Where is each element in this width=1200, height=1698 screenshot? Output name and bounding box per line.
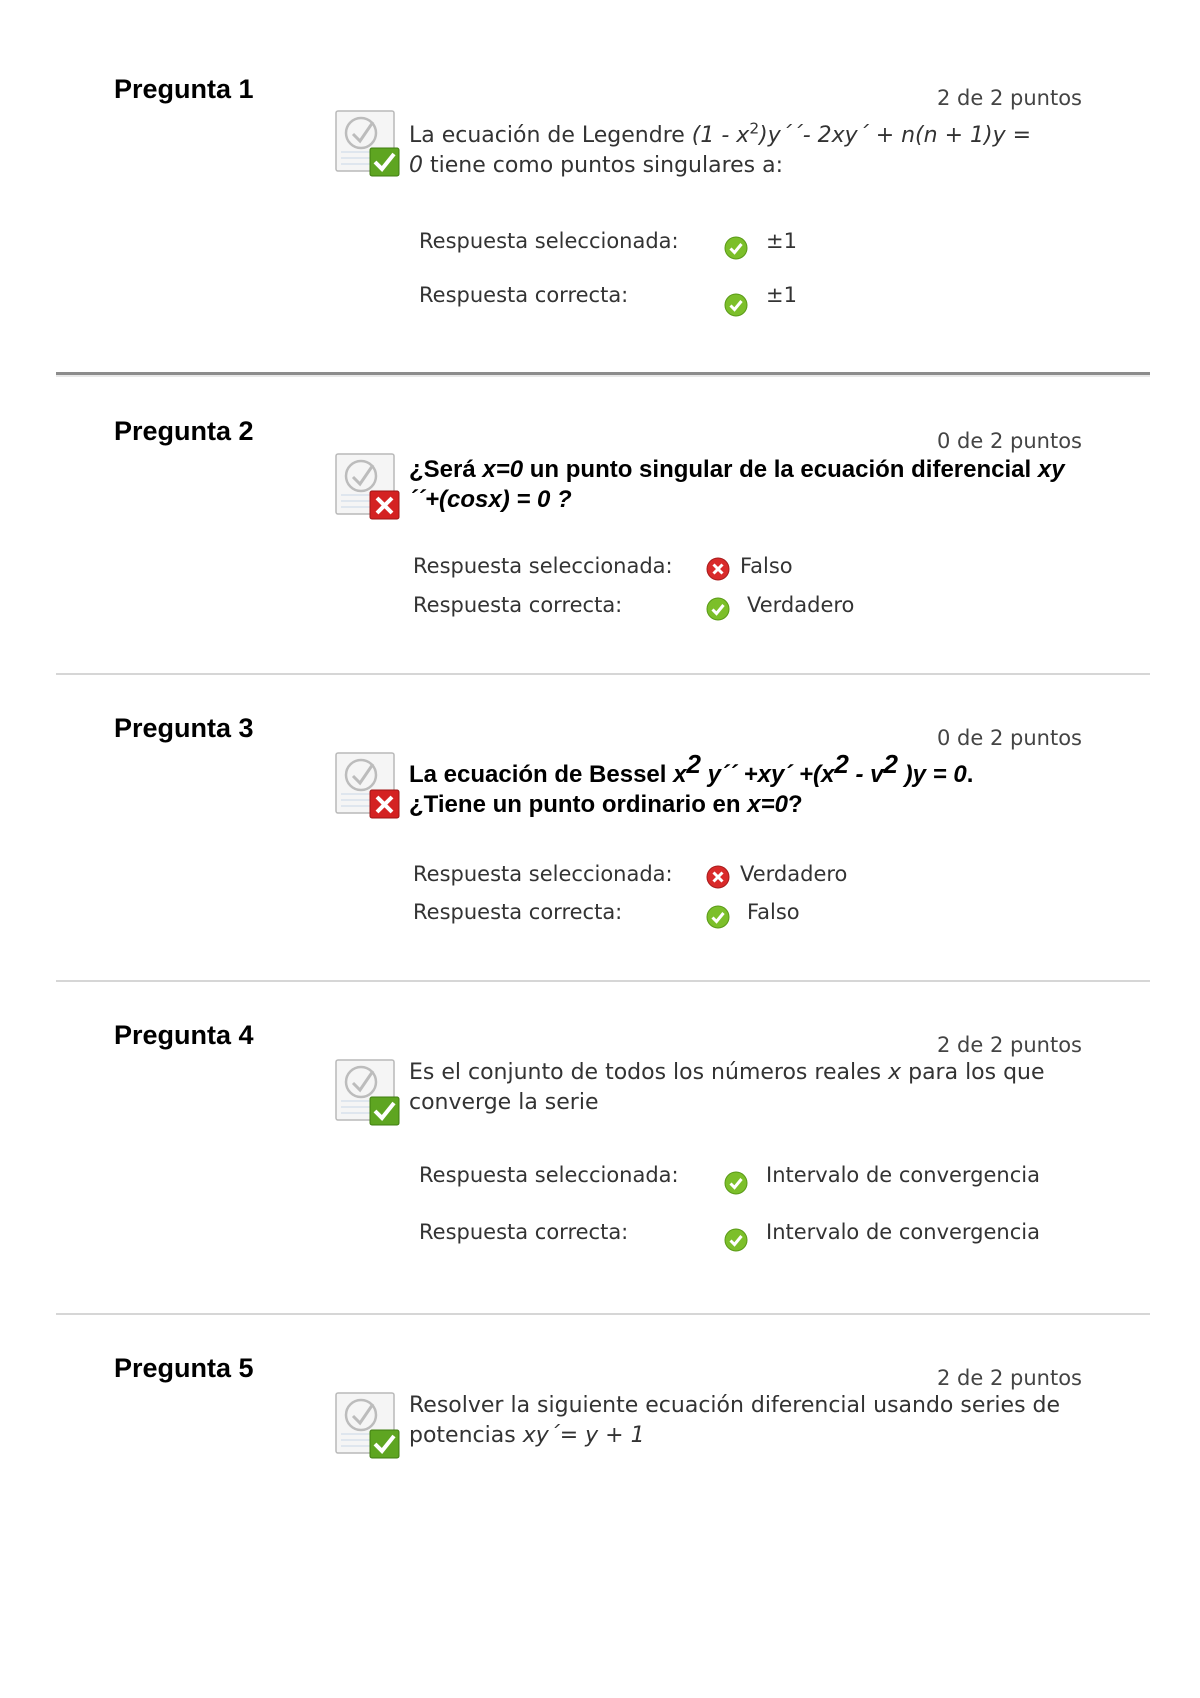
- document-check-icon: [333, 108, 403, 178]
- question-3-title: Pregunta 3: [114, 713, 254, 743]
- question-divider: [56, 980, 1150, 982]
- selected-answer-label: Respuesta seleccionada:: [413, 862, 673, 886]
- document-x-icon: [333, 451, 403, 521]
- selected-answer-value: Verdadero: [740, 862, 848, 886]
- document-x-icon: [333, 750, 403, 820]
- question-divider: [56, 673, 1150, 675]
- red-x-circle-icon: [706, 557, 730, 581]
- question-divider: [56, 372, 1150, 377]
- correct-answer-value: ±1: [766, 283, 797, 307]
- question-2-text: ¿Será x=0 un punto singular de la ecuación diferencial xy ´´+(cosx) = 0 ?: [409, 456, 1065, 513]
- question-4-text: Es el conjunto de todos los números reales x para los que converge la serie: [409, 1060, 1045, 1115]
- question-divider: [56, 1313, 1150, 1315]
- green-check-circle-icon: [724, 1171, 748, 1195]
- correct-answer-label: Respuesta correcta:: [413, 900, 623, 924]
- selected-answer-value: Intervalo de convergencia: [766, 1163, 1040, 1187]
- correct-answer-label: Respuesta correcta:: [419, 1220, 629, 1244]
- green-check-circle-icon: [724, 293, 748, 317]
- green-check-circle-icon: [724, 236, 748, 260]
- question-2-title: Pregunta 2: [114, 416, 254, 446]
- selected-answer-value: Falso: [740, 554, 793, 578]
- document-check-icon: [333, 1390, 403, 1460]
- question-5-text: Resolver la siguiente ecuación diferencial usando series de potencias xy´= y + 1: [409, 1393, 1061, 1448]
- question-3-points: 0 de 2 puntos: [937, 726, 1082, 750]
- selected-answer-label: Respuesta seleccionada:: [419, 229, 679, 253]
- correct-answer-label: Respuesta correcta:: [419, 283, 629, 307]
- question-3-text: La ecuación de Bessel x2 y´´ +xy´ +(x2 - v2 )y = 0. ¿Tiene un punto ordinario en x=0?: [409, 749, 974, 818]
- question-4-title: Pregunta 4: [114, 1020, 254, 1050]
- selected-answer-label: Respuesta seleccionada:: [413, 554, 673, 578]
- question-1-points: 2 de 2 puntos: [937, 86, 1082, 110]
- selected-answer-label: Respuesta seleccionada:: [419, 1163, 679, 1187]
- correct-answer-value: Falso: [747, 900, 800, 924]
- selected-answer-value: ±1: [766, 229, 797, 253]
- green-check-circle-icon: [706, 597, 730, 621]
- green-check-circle-icon: [724, 1228, 748, 1252]
- question-1-text: La ecuación de Legendre $(1 - x^2)y´´-$ 2xy´ + n(n + 1)y = 0 tiene como puntos singulares a:: [409, 119, 1032, 178]
- question-2-points: 0 de 2 puntos: [937, 429, 1082, 453]
- green-check-circle-icon: [706, 905, 730, 929]
- question-4-points: 2 de 2 puntos: [937, 1033, 1082, 1057]
- correct-answer-label: Respuesta correcta:: [413, 593, 623, 617]
- correct-answer-value: Verdadero: [747, 593, 855, 617]
- question-5-title: Pregunta 5: [114, 1353, 254, 1383]
- document-check-icon: [333, 1057, 403, 1127]
- correct-answer-value: Intervalo de convergencia: [766, 1220, 1040, 1244]
- question-5-points: 2 de 2 puntos: [937, 1366, 1082, 1390]
- red-x-circle-icon: [706, 865, 730, 889]
- question-1-title: Pregunta 1: [114, 74, 254, 104]
